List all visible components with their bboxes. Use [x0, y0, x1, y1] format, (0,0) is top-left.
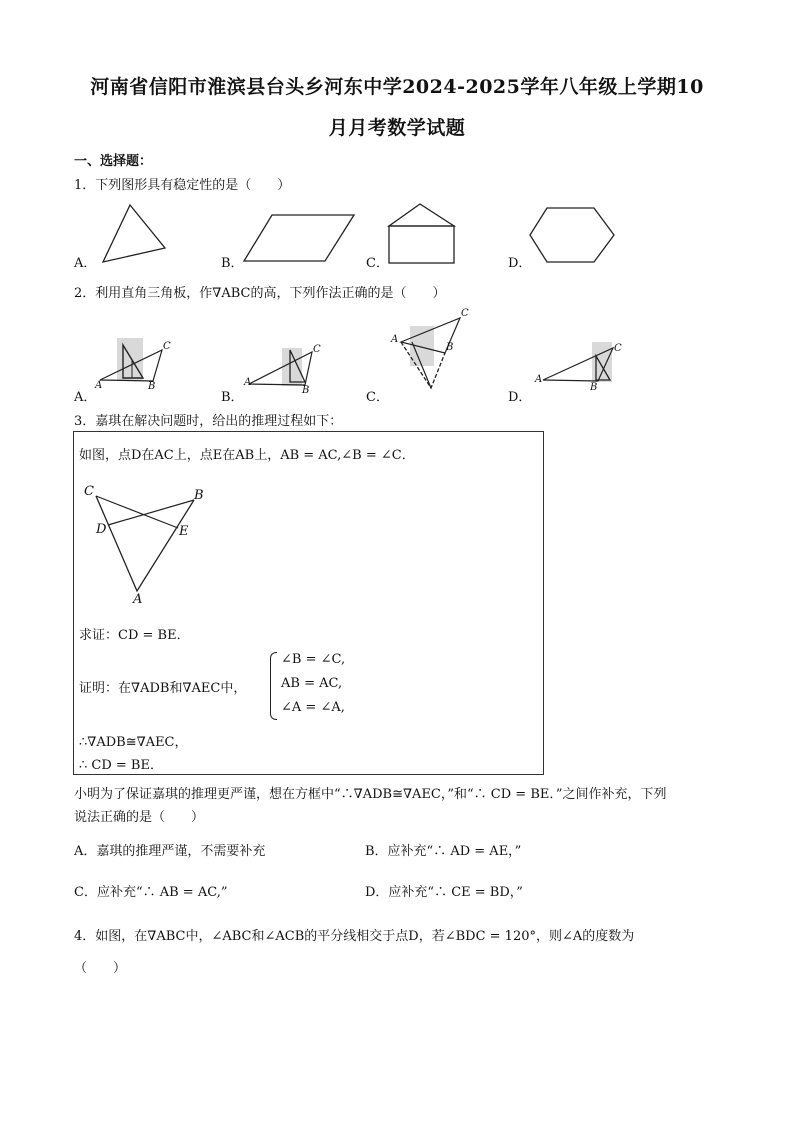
q3-option-b: B．应补充“∴ AD = AE，”: [365, 844, 522, 859]
q3-question-line-2: 说法正确的是（ ）: [74, 810, 205, 825]
q2-stem: 2．利用直角三角板，作∇ABC的高，下列作法正确的是（ ）: [74, 286, 446, 301]
q1-stem: 1．下列图形具有稳定性的是（ ）: [74, 178, 291, 193]
q2c-label-c: C: [461, 308, 469, 319]
proof-intro: 证明：在∇ADB和∇AEC中，: [79, 681, 247, 696]
q1-label-a: A．: [74, 256, 97, 271]
q3-option-c: C．应补充“∴ AB = AC,”: [74, 885, 228, 900]
q1-label-d: D．: [508, 256, 532, 271]
q2-label-d: D．: [508, 390, 532, 405]
fig-label-e: E: [179, 524, 189, 539]
q2c-label-b: B: [446, 342, 454, 353]
q3-question-line-1: 小明为了保证嘉琪的推理更严谨，想在方框中“∴∇ADB≅∇AEC，”和“∴ CD = BE．”之间作补充，下列: [74, 787, 667, 802]
proof-case-3: ∠A = ∠A,: [281, 700, 345, 715]
q2b-label-c: C: [313, 344, 321, 355]
q2-label-c: C．: [366, 390, 389, 405]
proof-brace: [270, 652, 277, 720]
q2c-label-a: A: [391, 334, 399, 345]
proof-case-2: AB = AC,: [281, 676, 343, 691]
q3-option-d: D．应补充“∴ CE = BD，”: [365, 885, 523, 900]
q1-label-c: C．: [366, 256, 389, 271]
q4-answer-paren: （ ）: [74, 961, 127, 976]
section-heading: 一、选择题：: [74, 154, 153, 169]
title-line-2: 月月考数学试题: [328, 117, 466, 139]
q1-label-b: B．: [221, 256, 244, 271]
fig-label-a: A: [133, 592, 143, 607]
q2-label-a: A．: [74, 390, 97, 405]
q2d-label-a: A: [535, 374, 543, 385]
title-line-1: 河南省信阳市淮滨县台头乡河东中学2024-2025学年八年级上学期10: [90, 76, 704, 98]
q2b-label-a: A: [244, 377, 252, 388]
fig-label-d: D: [96, 522, 107, 537]
q2d-label-b: B: [590, 382, 598, 393]
q2a-label-c: C: [163, 341, 171, 352]
q2a-label-a: A: [95, 380, 103, 391]
q3-option-a: A．嘉琪的推理严谨，不需要补充: [74, 844, 266, 859]
q2d-label-c: C: [614, 343, 622, 354]
fig-label-c: C: [84, 484, 94, 499]
proof-case-1: ∠B = ∠C,: [281, 652, 346, 667]
q3-stem: 3．嘉琪在解决问题时，给出的推理过程如下：: [74, 414, 343, 429]
q2a-label-b: B: [148, 381, 156, 392]
q4-stem: 4．如图，在∇ABC中，∠ABC和∠ACB的平分线相交于点D，若∠BDC = 120°，则∠A的度数为: [74, 929, 635, 944]
proof-therefore-2: ∴ CD = BE．: [79, 758, 163, 773]
proof-therefore-1: ∴∇ADB≅∇AEC，: [79, 735, 188, 750]
proof-given: 如图，点D在AC上，点E在AB上，AB = AC,∠B = ∠C．: [79, 448, 415, 463]
proof-goal: 求证：CD = BE．: [79, 628, 190, 643]
fig-label-b: B: [194, 488, 204, 503]
q2b-label-b: B: [302, 385, 310, 396]
q2-label-b: B．: [221, 390, 244, 405]
